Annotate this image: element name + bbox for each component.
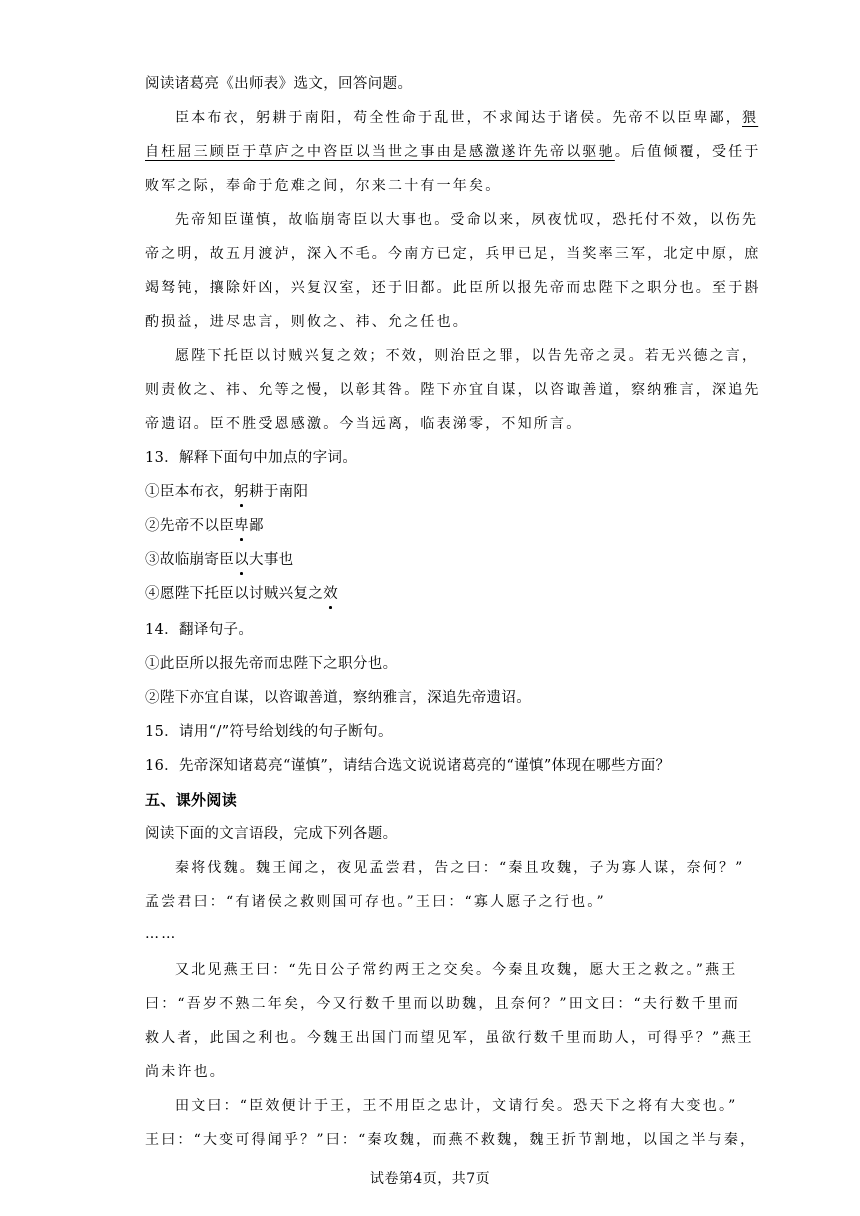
dotted-character: 以 xyxy=(234,552,249,568)
passage-line: 曰：“吾岁不熟二年矣，今又行数千里而以助魏，且奈何？”田文曰：“夫行数千里而 xyxy=(145,996,741,1012)
passage-line: 自枉屈三顾臣于草庐之中咨臣以当世之事由是感激遂许先帝以驱驰。后值倾覆，受任于 xyxy=(145,144,761,160)
passage-line: 臣本布衣，躬耕于南阳，苟全性命于乱世，不求闻达于诸侯。先帝不以臣卑鄙，猥 xyxy=(175,110,759,126)
section-heading: 五、课外阅读 xyxy=(145,791,238,809)
passage-line: 王曰：“大变可得闻乎？”曰：“秦攻魏，而燕不救魏，魏王折节割地，以国之半与秦， xyxy=(145,1132,757,1148)
question-14-title: 14．翻译句子。 xyxy=(145,622,254,638)
question-14-item: ②陛下亦宜自谋，以咨诹善道，察纳雅言，深追先帝遗诏。 xyxy=(145,690,532,706)
question-16-title: 16．先帝深知诸葛亮“谨慎”，请结合选文说说诸葛亮的“谨慎”体现在哪些方面？ xyxy=(145,758,671,774)
passage-line: 先帝知臣谨慎，故临崩寄臣以大事也。受命以来，夙夜忧叹，恐托付不效，以伤先 xyxy=(175,212,759,228)
passage-line: 愿陛下托臣以讨贼兴复之效；不效，则治臣之罪，以告先帝之灵。若无兴德之言， xyxy=(175,348,759,364)
passage-line: 救人者，此国之利也。今魏王出国门而望见军，虽欲行数千里而助人，可得乎？”燕王 xyxy=(145,1030,754,1046)
question-13-item: ①臣本布衣，躬耕于南阳 xyxy=(145,484,309,500)
passage-line: 田文曰：“臣效便计于王，王不用臣之忠计，文请行矣。恐天下之将有大变也。” xyxy=(175,1098,738,1114)
passage-line: 帝遗诏。臣不胜受恩感激。今当远离，临表涕零，不知所言。 xyxy=(145,416,583,432)
passage-line: 败军之际，奉命于危难之间，尔来二十有一年矣。 xyxy=(145,178,502,194)
question-15-title: 15．请用“/”符号给划线的句子断句。 xyxy=(145,724,393,740)
section-intro: 阅读下面的文言语段，完成下列各题。 xyxy=(145,826,398,842)
ellipsis: …… xyxy=(145,926,178,942)
passage-line: 帝之明，故五月渡泸，深入不毛。今南方已定，兵甲已足，当奖率三军，北定中原，庶 xyxy=(145,246,761,262)
question-13-item: ②先帝不以臣卑鄙 xyxy=(145,518,264,534)
passage-line: 孟尝君曰：“有诸侯之救则国可存也。”王曰：“寡人愿子之行也。” xyxy=(145,894,606,910)
passage-line: 竭驽钝，攘除奸凶，兴复汉室，还于旧都。此臣所以报先帝而忠陛下之职分也。至于斟 xyxy=(145,280,761,296)
dotted-character: 躬 xyxy=(234,484,249,500)
passage-line: 酌损益，进尽忠言，则攸之、祎、允之任也。 xyxy=(145,314,469,330)
passage-line: 尚未许也。 xyxy=(145,1064,226,1080)
question-13-title: 13．解释下面句中加点的字词。 xyxy=(145,450,358,466)
underlined-sentence: 猥 xyxy=(742,110,759,126)
question-14-item: ①此臣所以报先帝而忠陛下之职分也。 xyxy=(145,656,398,672)
question-13-item: ④愿陛下托臣以讨贼兴复之效 xyxy=(145,586,339,602)
underlined-sentence: 自枉屈三顾臣于草庐之中咨臣以当世之事由是感激遂许先帝以驱驰 xyxy=(145,144,615,160)
dotted-character: 效 xyxy=(323,586,339,602)
page-footer: 试卷第4页，共7页 xyxy=(369,1171,491,1187)
passage-line: 又北见燕王曰：“先日公子常约两王之交矣。今秦且攻魏，愿大王之救之。”燕王 xyxy=(175,962,738,978)
reading-intro: 阅读诸葛亮《出师表》选文，回答问题。 xyxy=(145,76,413,92)
dotted-character: 卑 xyxy=(234,518,249,534)
question-13-item: ③故临崩寄臣以大事也 xyxy=(145,552,294,568)
passage-line: 则责攸之、祎、允等之慢，以彰其咎。陛下亦宜自谋，以咨诹善道，察纳雅言，深追先 xyxy=(145,382,761,398)
passage-line: 秦将伐魏。魏王闻之，夜见孟尝君，告之曰：“秦且攻魏，子为寡人谋，奈何？” xyxy=(175,860,745,876)
